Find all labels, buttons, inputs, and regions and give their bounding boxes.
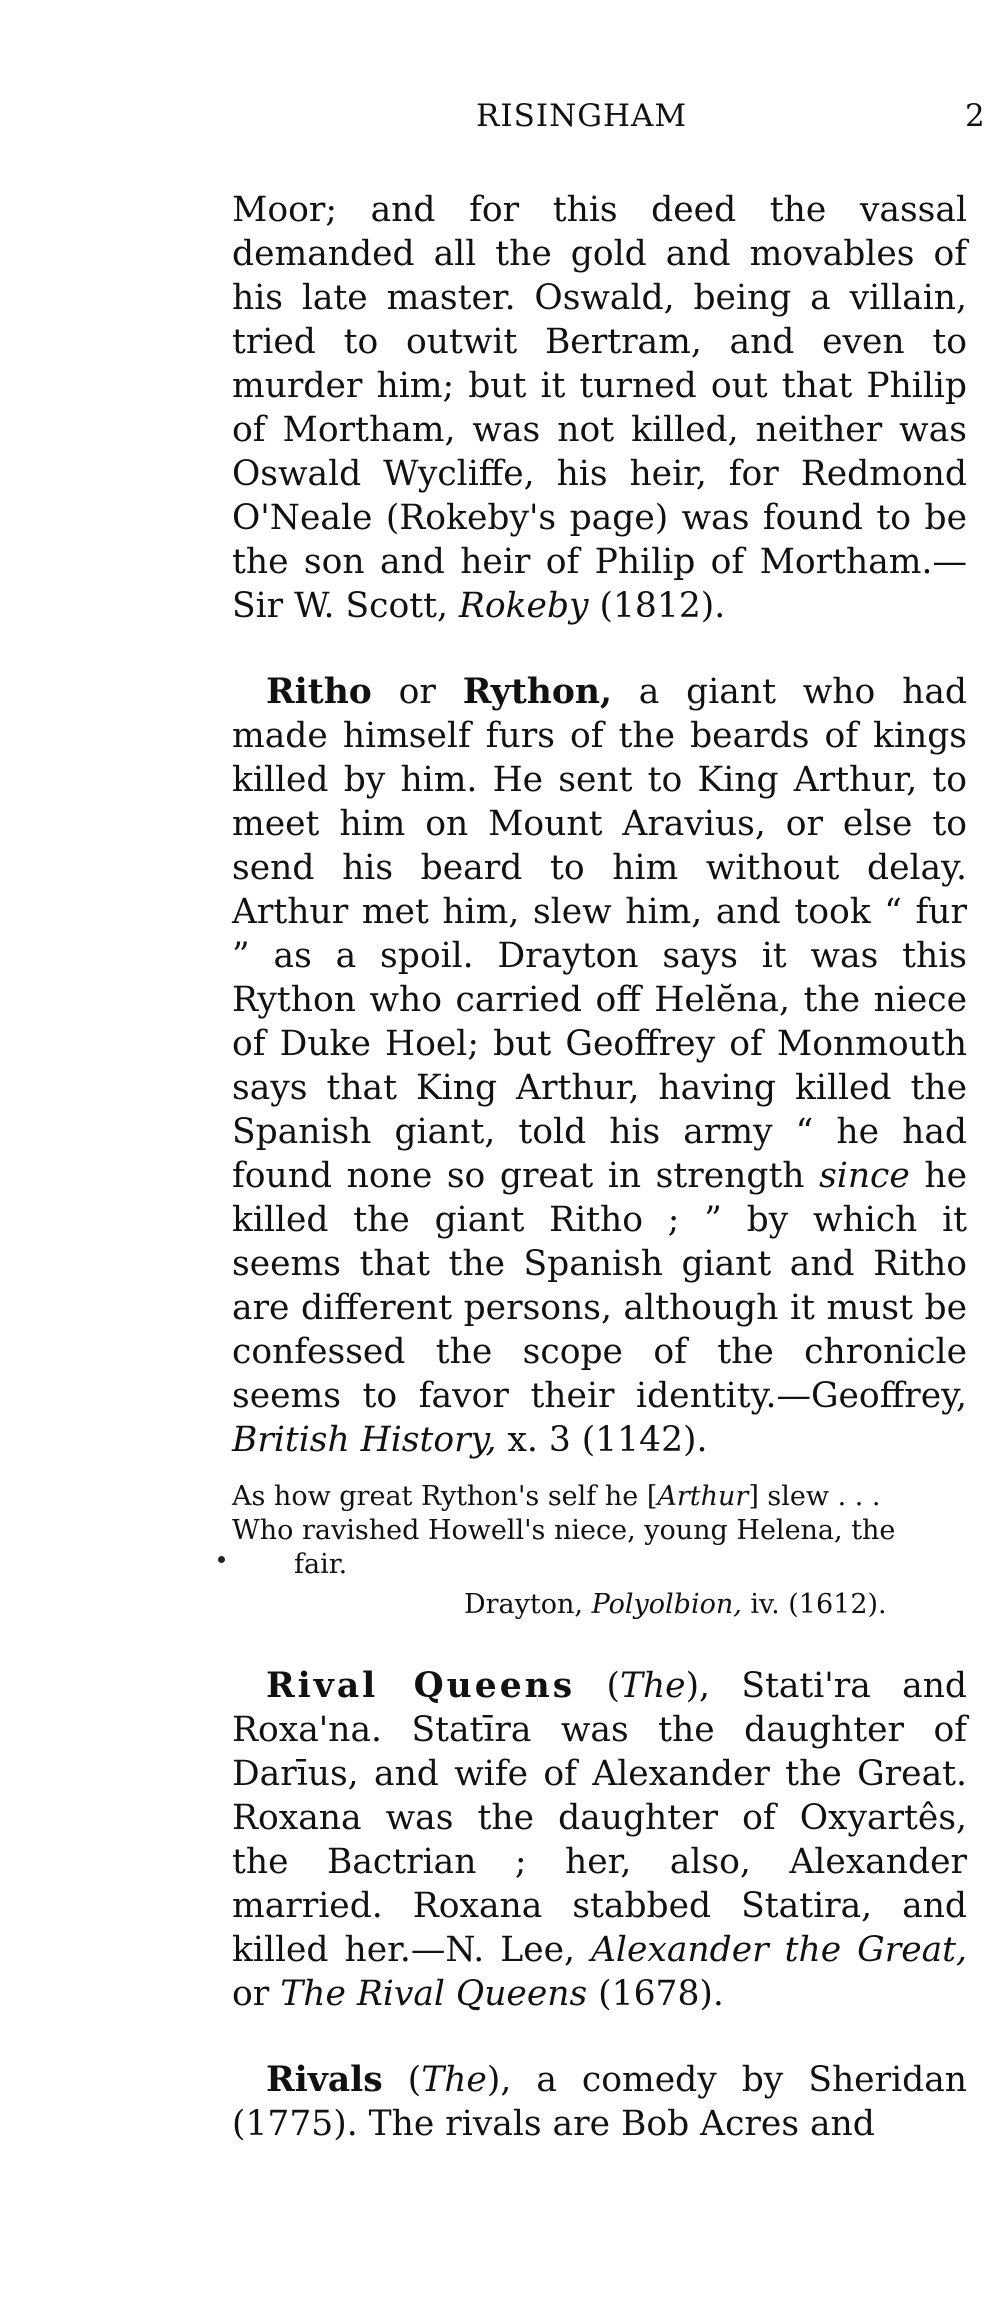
article: The [421, 2060, 487, 2100]
verse-quotation [232, 1480, 967, 1622]
entry-year: (1812). [588, 586, 726, 626]
cite-work: Polyolbion, [591, 1589, 742, 1620]
entry-text: Moor; and for this deed the vassal demanded all the gold and movables of his late master. Oswald, being a villain, tried to outwit Bertram, and even to murder him; but it turned out that Philip of Mortham, was not killed, neither was Oswald Wycliffe, his heir, for Redmond O'Neale (Rokeby's page) was found to be the son and heir of Philip of Mortham.—Sir W. Scott, [232, 190, 967, 626]
entry-year: (1678). [587, 1974, 724, 2014]
entry-text: a giant who had made himself furs of the beards of kings killed by him. He sent to King Arthur, to meet him on Mount Aravius, or else to send his beard to him without delay. Arthur met him, slew him, and took “ fur ” as a spoil. Drayton says it was this Rython who carried off Helĕna, the niece of Duke Hoel; but Geoffrey of Monmouth says that King Arthur, having killed the Spanish giant, told his army “ he had found none so great in strength [232, 672, 967, 1196]
headword: Ritho [266, 672, 372, 712]
page-number: 2 [965, 98, 986, 134]
verse-citation [232, 1588, 967, 1622]
running-head [0, 98, 1000, 158]
work-title: Rokeby [458, 586, 589, 626]
verse-text: ] slew . . . [748, 1481, 881, 1512]
emphasis: since [819, 1156, 910, 1196]
cite-author: Drayton, [464, 1589, 592, 1620]
entry-text: a comedy by Sheridan (1775). The rivals are Bob Acres and [232, 2060, 967, 2144]
verse-emphasis: Arthur [657, 1481, 749, 1512]
entry-text: Stati'ra and Roxa'na. Statīra was the daughter of Darīus, and wife of Alexander the Great. Roxana was the daughter of Oxyartês, the Bactrian ; her, also, Alexander married. Roxana stabbed Statira, and killed her.—N. Lee, [232, 1666, 967, 1970]
entry-year: x. 3 (1142). [496, 1420, 708, 1460]
entry-ritho [232, 670, 967, 1462]
cite-rest: iv. (1612). [741, 1589, 887, 1620]
entry-rokeby-continuation [232, 188, 967, 628]
verse-line-1 [232, 1480, 967, 1514]
connector: or [371, 672, 463, 712]
work-title-alt: The Rival Queens [280, 1974, 588, 2014]
headword: Rivals [266, 2060, 383, 2100]
entry-rival-queens: Rival Queens (The), Stati'ra and Roxa'na. Statīra was the daughter of Darīus, and wife of Alexander the Great. Roxana was the daughter of Oxyartês, the Bactrian ; her, also, Alexander married. Roxana stabbed Statira, and killed her.—N. Lee, Alexander the Great, or The Rival Queens (1678). [232, 1666, 968, 2014]
entry-text-cont: he killed the giant Ritho ; ” by which it seems that the Spanish giant and Ritho are different persons, although it must be confessed the scope of the chronicle seems to favor their identity.—Geoffrey, [232, 1156, 967, 1416]
work-title: Alexander the Great, [591, 1930, 968, 1970]
work-title: British History, [232, 1420, 497, 1460]
article: The [619, 1666, 686, 1706]
verse-line-3: fair. [294, 1549, 348, 1580]
headword-variant: Rython, [462, 672, 612, 712]
running-head-title: RISINGHAM [476, 98, 688, 134]
entry-rivals: Rivals (The), a comedy by Sheridan (1775). The rivals are Bob Acres and [232, 2060, 967, 2144]
verse-text: As how great Rython's self he [ [232, 1481, 658, 1512]
margin-ink-dot [218, 1556, 225, 1563]
connector: or [232, 1974, 281, 2014]
headword: Rival Queens [266, 1666, 576, 1706]
text-column [232, 188, 967, 2146]
verse-line-2: Who ravished Howell's niece, young Helena, the [232, 1515, 896, 1546]
